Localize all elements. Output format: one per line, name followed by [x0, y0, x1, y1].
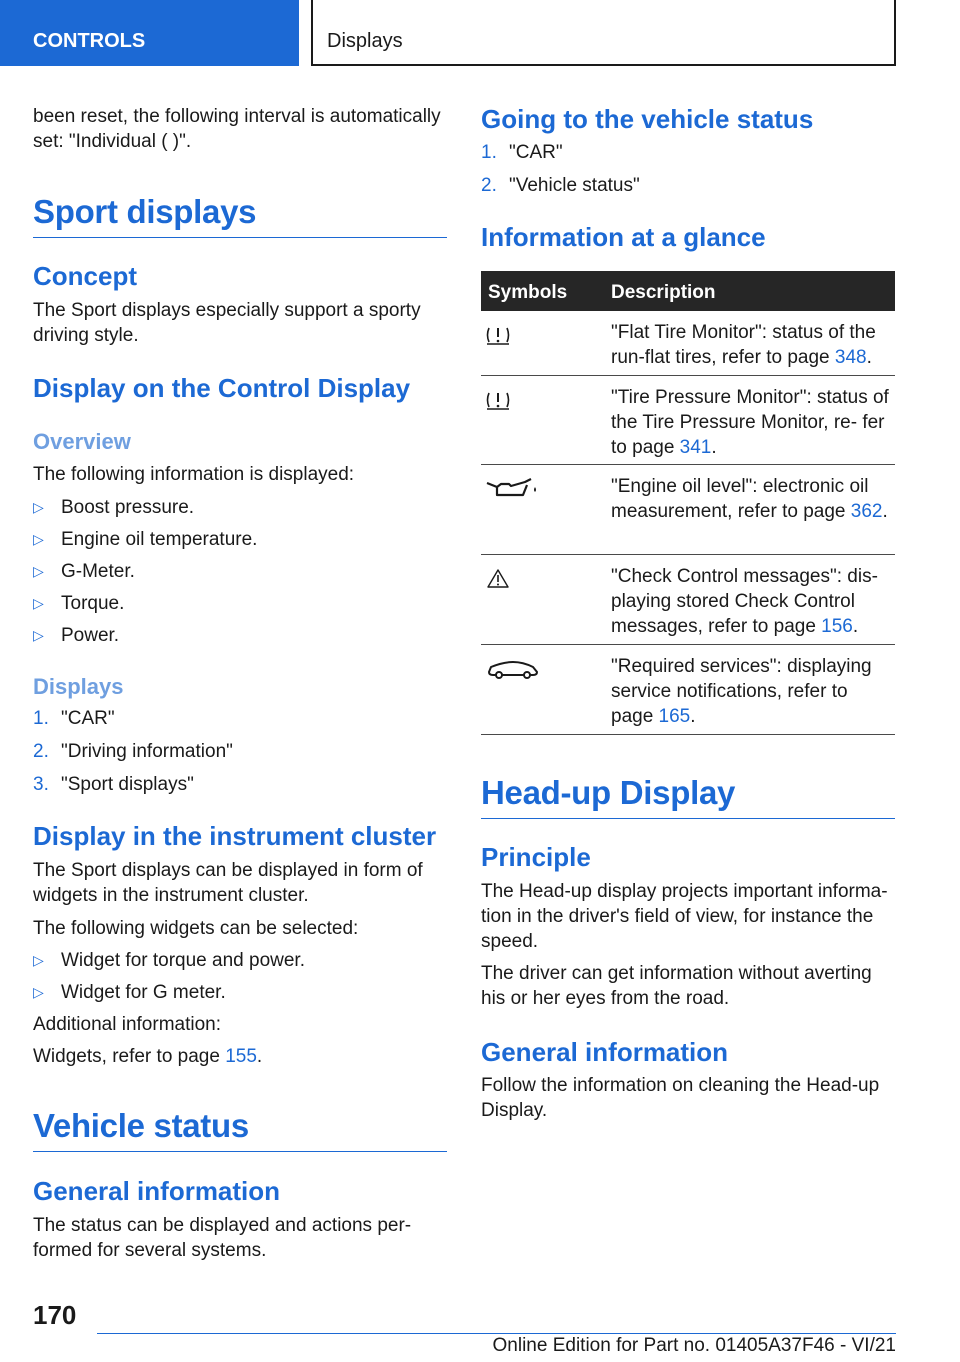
table-header	[481, 271, 895, 311]
concept-heading: Concept	[33, 261, 137, 291]
edition-text: Online Edition for Part no. 01405A37F46 - VI/21	[492, 1335, 896, 1356]
intro-paragraph: been reset, the following interval is automatically set: "Individual ( )".	[33, 106, 441, 152]
description-suffix: .	[852, 616, 859, 637]
control-display-heading: Display on the Control Display	[33, 373, 411, 403]
column-header-symbols: Symbols	[488, 282, 568, 303]
principle-paragraph-1: The Head-up display projects important informa- tion in the driver's field of view, for instance the speed.	[481, 881, 888, 952]
list-item-text: Widget for G meter.	[61, 982, 226, 1003]
reference-suffix: .	[256, 1046, 263, 1067]
step-number: 2.	[481, 175, 497, 196]
description-suffix: .	[866, 347, 872, 368]
cluster-heading: Display in the instrument cluster	[33, 821, 437, 851]
table-row	[481, 645, 895, 735]
page-link[interactable]: 341	[679, 437, 712, 458]
step-number: 1.	[33, 708, 49, 729]
car-service-icon	[483, 655, 543, 683]
table-row	[481, 376, 895, 465]
row-description	[611, 654, 889, 729]
vehicle-status-heading: Vehicle status	[33, 1107, 447, 1152]
overview-paragraph: The following information is displayed:	[33, 464, 355, 485]
table-row	[481, 555, 895, 645]
cluster-paragraph: The Sport displays can be displayed in form of widgets in the instrument cluster.	[33, 860, 423, 906]
hud-general-info-paragraph: Follow the information on cleaning the Head-up Display.	[481, 1075, 880, 1121]
widgets-reference	[33, 1044, 447, 1069]
description-text: "Engine oil level": electronic oil measurement, refer to page	[611, 476, 869, 522]
description-suffix: .	[882, 501, 888, 522]
hud-general-info-heading: General information	[481, 1037, 729, 1067]
page-header	[0, 0, 960, 66]
step-number: 3.	[33, 774, 49, 795]
bullet-triangle-icon: ▷	[33, 984, 44, 1000]
list-item-text: Power.	[61, 625, 120, 646]
principle-heading: Principle	[481, 842, 591, 872]
page-link[interactable]: 362	[850, 501, 883, 522]
page-number: 170	[33, 1300, 77, 1330]
chapter-tab: Displays	[311, 0, 896, 66]
hud-heading: Head-up Display	[481, 774, 895, 819]
general-info-heading: General information	[33, 1176, 281, 1206]
bullet-triangle-icon: ▷	[33, 952, 44, 968]
list-item-text: Boost pressure.	[61, 497, 195, 518]
page-link[interactable]: 165	[658, 706, 691, 727]
bullet-triangle-icon: ▷	[33, 595, 44, 611]
step-text: "CAR"	[509, 142, 563, 163]
tire-pressure-icon	[483, 386, 543, 414]
bullet-triangle-icon: ▷	[33, 499, 44, 515]
page-link[interactable]: 155	[225, 1046, 257, 1067]
overview-heading: Overview	[33, 429, 131, 454]
bullet-triangle-icon: ▷	[33, 531, 44, 547]
oil-can-icon	[483, 475, 543, 503]
description-text: "Flat Tire Monitor": status of the run-flat tires, refer to page	[611, 322, 876, 368]
tire-warning-icon	[483, 321, 543, 349]
step-text: "CAR"	[61, 708, 115, 729]
list-item-text: Widget for torque and power.	[61, 950, 305, 971]
concept-paragraph: The Sport displays especially support a sporty driving style.	[33, 300, 421, 346]
bullet-triangle-icon: ▷	[33, 563, 44, 579]
row-description	[611, 564, 889, 639]
page-link[interactable]: 348	[834, 347, 867, 368]
principle-paragraph-2: The driver can get information without averting his or her eyes from the road.	[481, 963, 872, 1009]
row-description	[611, 474, 889, 524]
page-link[interactable]: 156	[821, 616, 853, 637]
bullet-triangle-icon: ▷	[33, 627, 44, 643]
description-suffix: .	[711, 437, 717, 458]
step-number: 2.	[33, 741, 49, 762]
step-text: "Driving information"	[61, 741, 233, 762]
displays-heading: Displays	[33, 674, 124, 699]
section-tab: CONTROLS	[0, 0, 299, 66]
column-header-description: Description	[611, 282, 716, 303]
step-text: "Sport displays"	[61, 774, 194, 795]
warning-triangle-icon	[483, 565, 543, 593]
step-number: 1.	[481, 142, 497, 163]
table-row	[481, 311, 895, 376]
list-item-text: G-Meter.	[61, 561, 135, 582]
table-row	[481, 465, 895, 555]
additional-info-text: Additional information:	[33, 1014, 221, 1035]
reference-text: Widgets, refer to page	[33, 1046, 226, 1067]
glance-heading: Information at a glance	[481, 222, 766, 252]
sport-displays-heading: Sport displays	[33, 193, 447, 238]
description-text: "Tire Pressure Monitor": status of the Tire Pressure Monitor, re- fer to page	[611, 387, 889, 458]
going-heading: Going to the vehicle status	[481, 104, 814, 134]
widgets-paragraph: The following widgets can be selected:	[33, 918, 359, 939]
list-item-text: Engine oil temperature.	[61, 529, 258, 550]
description-suffix: .	[690, 706, 696, 727]
list-item-text: Torque.	[61, 593, 125, 614]
step-text: "Vehicle status"	[509, 175, 640, 196]
description-text: "Required services": displaying service notifications, refer to page	[611, 656, 872, 727]
general-info-paragraph: The status can be displayed and actions per- formed for several systems.	[33, 1215, 412, 1261]
description-text: "Check Control messages": dis- playing stored Check Control messages, refer to page	[611, 566, 878, 637]
row-description	[611, 385, 889, 460]
row-description	[611, 320, 889, 370]
